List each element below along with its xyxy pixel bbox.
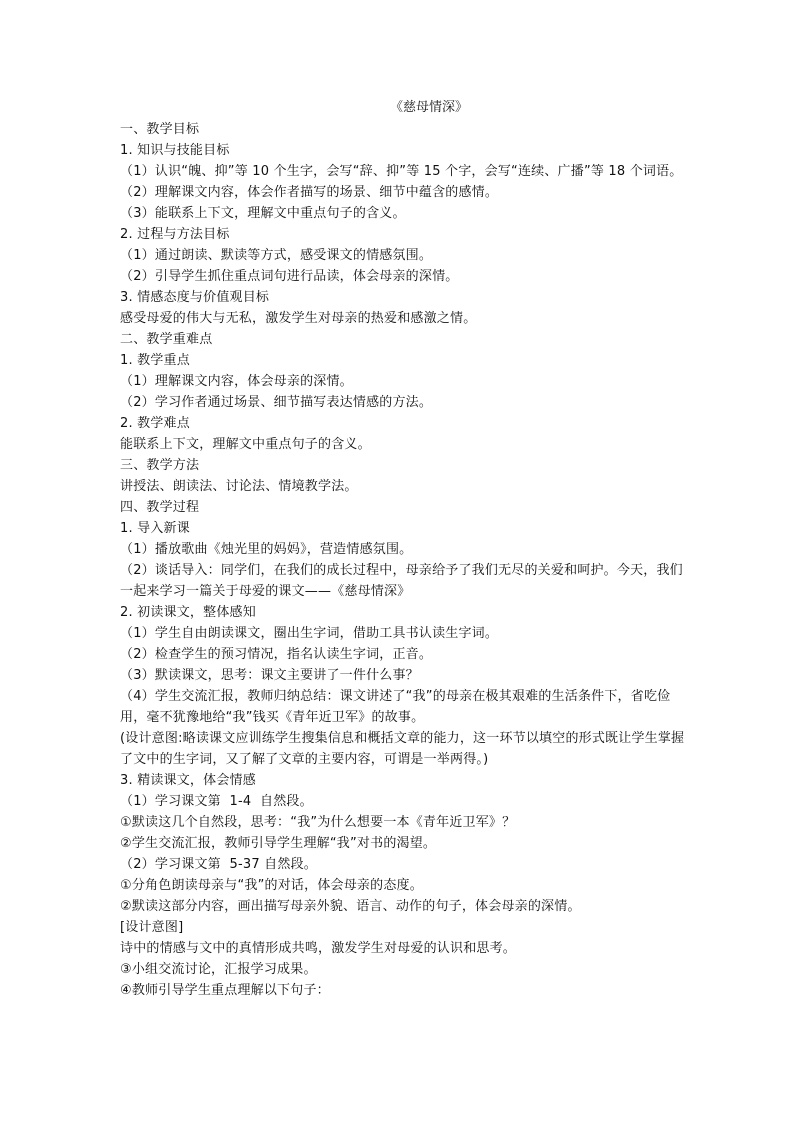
- document-line: （2）理解课文内容，体会作者描写的场景、细节中蕴含的感情。: [120, 185, 499, 200]
- document-line: 1. 教学重点: [120, 353, 190, 368]
- document-line: 1. 知识与技能目标: [120, 143, 230, 158]
- document-line: 三、教学方法: [120, 458, 200, 473]
- document-line: （2）检查学生的预习情况，指名认读生字词，正音。: [120, 647, 433, 662]
- document-line: （2）学习课文第 5-37 自然段。: [120, 857, 317, 872]
- document-line: （2）谈话导入：同学们，在我们的成长过程中，母亲给予了我们无尽的关爱和呵护。今天，我们一起来学习一篇关于母爱的课文——《慈母情深》: [120, 563, 683, 599]
- document-line: 3. 精读课文，体会情感: [120, 773, 256, 788]
- document-body: [120, 119, 690, 1001]
- document-line: (设计意图:略读课文应训练学生搜集信息和概括文章的能力，这一环节以填空的形式既让学生掌握了文中的生字词，又了解了文章的主要内容，可谓是一举两得。): [120, 731, 685, 767]
- document-title: 《慈母情深》: [389, 100, 468, 115]
- document-line: （1）认识“魄、抑”等 10 个生字，会写“辞、抑”等 15 个字，会写“连续、广播”等 18 个词语。: [120, 164, 683, 179]
- document-line: （2）引导学生抓住重点词句进行品读，体会母亲的深情。: [120, 269, 459, 284]
- document-line: ①分角色朗读母亲与“我”的对话，体会母亲的态度。: [120, 878, 423, 893]
- document-line: 四、教学过程: [120, 500, 200, 515]
- document-line: （4）学生交流汇报，教师归纳总结：课文讲述了“我”的母亲在极其艰难的生活条件下，省吃俭用，毫不犹豫地给“我”钱买《青年近卫军》的故事。: [120, 689, 671, 725]
- document-line: 一、教学目标: [120, 122, 200, 137]
- document-line: ①默读这几个自然段，思考：“我”为什么想要一本《青年近卫军》？: [120, 815, 516, 830]
- document-line: 3. 情感态度与价值观目标: [120, 290, 270, 305]
- document-line: 感受母爱的伟大与无私，激发学生对母亲的热爱和感激之情。: [120, 311, 477, 326]
- document-line: 诗中的情感与文中的真情形成共鸣，激发学生对母爱的认识和思考。: [120, 941, 517, 956]
- document-line: （1）学生自由朗读课文，圈出生字词，借助工具书认读生字词。: [120, 626, 499, 641]
- document-line: ④教师引导学生重点理解以下句子：: [120, 983, 330, 998]
- document-line: 1. 导入新课: [120, 521, 190, 536]
- document-page: [120, 97, 690, 1001]
- document-line: 讲授法、朗读法、讨论法、情境教学法。: [120, 479, 358, 494]
- document-line: （1）通过朗读、默读等方式，感受课文的情感氛围。: [120, 248, 433, 263]
- document-line: （1）理解课文内容，体会母亲的深情。: [120, 374, 353, 389]
- document-line: （2）学习作者通过场景、细节描写表达情感的方法。: [120, 395, 433, 410]
- document-line: 2. 过程与方法目标: [120, 227, 230, 242]
- document-line: 能联系上下文，理解文中重点句子的含义。: [120, 437, 371, 452]
- document-line: ②学生交流汇报，教师引导学生理解“我”对书的渴望。: [120, 836, 437, 851]
- document-line: （3）能联系上下文，理解文中重点句子的含义。: [120, 206, 406, 221]
- document-line: 2. 初读课文，整体感知: [120, 605, 256, 620]
- document-line: （1）学习课文第 1-4 自然段。: [120, 794, 313, 809]
- document-line: ②默读这部分内容，画出描写母亲外貌、语言、动作的句子，体会母亲的深情。: [120, 899, 581, 914]
- document-line: [设计意图]: [120, 920, 184, 935]
- document-line: 二、教学重难点: [120, 332, 213, 347]
- document-line: ③小组交流讨论，汇报学习成果。: [120, 962, 317, 977]
- document-line: 2. 教学难点: [120, 416, 190, 431]
- document-line: （3）默读课文，思考：课文主要讲了一件什么事？: [120, 668, 419, 683]
- document-line: （1）播放歌曲《烛光里的妈妈》，营造情感氛围。: [120, 542, 413, 557]
